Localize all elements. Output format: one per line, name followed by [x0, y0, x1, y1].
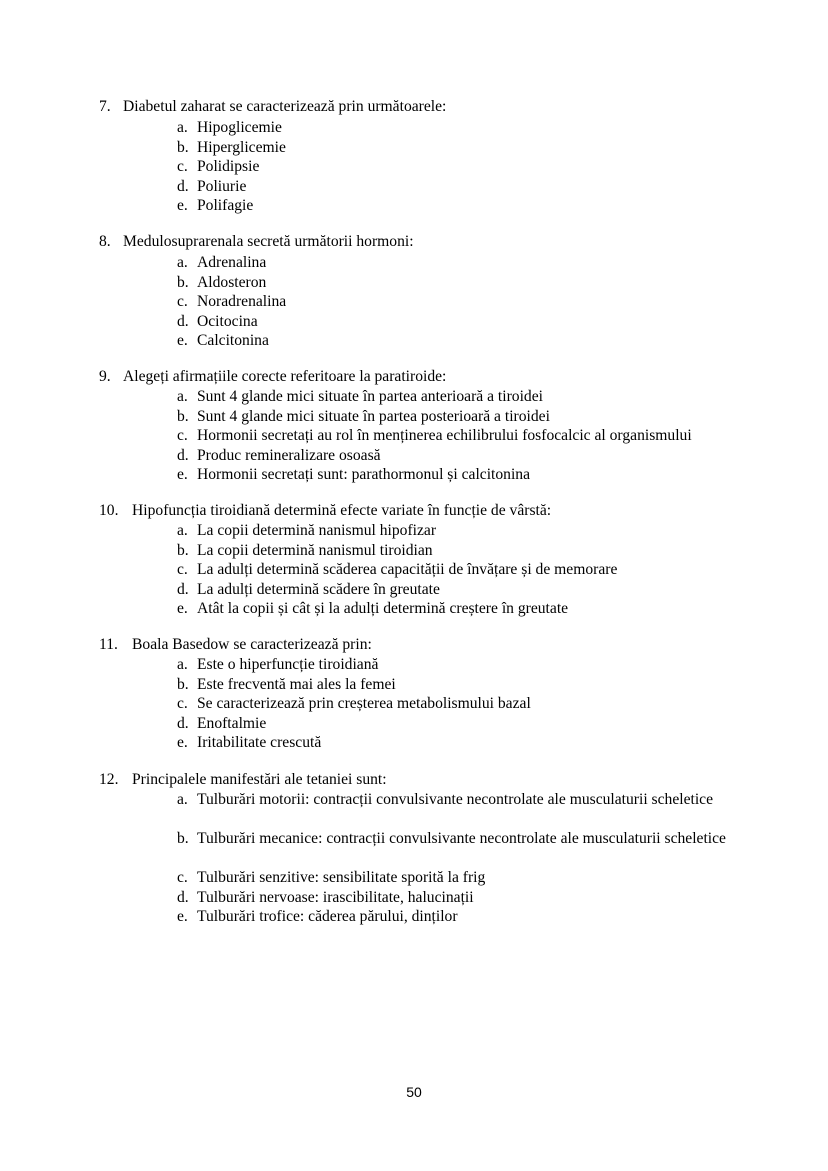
option-item — [177, 790, 729, 810]
option-item — [177, 446, 729, 466]
option-item — [177, 868, 729, 888]
option-item — [177, 253, 729, 273]
option-letter: d. — [177, 177, 189, 195]
option-item — [177, 829, 729, 849]
option-item — [177, 599, 729, 619]
option-letter: e. — [177, 908, 188, 925]
option-text: Adrenalina — [197, 254, 267, 271]
option-letter: d. — [177, 888, 189, 906]
option-letter: d. — [177, 446, 189, 464]
question-text: Boala Basedow se caracterizează prin: — [132, 636, 372, 653]
option-text: Aldosteron — [197, 273, 267, 291]
page-number: 50 — [406, 1084, 422, 1100]
option-item — [177, 426, 729, 446]
question-number: 8. — [99, 233, 111, 250]
option-letter: e. — [177, 600, 188, 617]
option-letter: e. — [177, 197, 188, 214]
option-text: Tulburări senzitive: sensibilitate sporită la frig — [197, 869, 486, 886]
option-text: Atât la copii și cât și la adulți determină creștere în greutate — [197, 600, 569, 617]
option-text: Iritabilitate crescută — [197, 734, 322, 751]
option-text: Produc remineralizare osoasă — [197, 446, 381, 464]
option-item — [177, 714, 729, 734]
option-letter: b. — [177, 541, 189, 559]
option-letter: c. — [177, 427, 188, 444]
option-text: Calcitonina — [197, 332, 269, 349]
option-text: La copii determină nanismul hipofizar — [197, 522, 437, 539]
option-letter: a. — [177, 522, 188, 539]
option-item — [177, 521, 729, 541]
option-item — [177, 331, 729, 351]
option-letter: b. — [177, 138, 189, 156]
option-text: Hiperglicemie — [197, 138, 286, 156]
option-item — [177, 407, 729, 427]
option-text: Tulburări mecanice: contracții convulsivante necontrolate ale musculaturii scheletice — [197, 830, 726, 847]
option-item — [177, 655, 729, 675]
option-text: Sunt 4 glande mici situate în partea anterioară a tiroidei — [197, 388, 543, 405]
option-item — [177, 888, 729, 908]
option-letter: a. — [177, 388, 188, 405]
option-text: La adulți determină scădere în greutate — [197, 580, 440, 598]
option-letter: c. — [177, 293, 188, 310]
question-text: Principalele manifestări ale tetaniei sunt: — [132, 771, 387, 788]
option-text: Enoftalmie — [197, 714, 267, 732]
option-text: Hipoglicemie — [197, 119, 282, 136]
option-letter: c. — [177, 158, 188, 175]
option-item — [177, 580, 729, 600]
option-text: Polidipsie — [197, 158, 260, 175]
option-letter: d. — [177, 312, 189, 330]
option-letter: e. — [177, 466, 188, 483]
option-item — [177, 733, 729, 753]
option-text: Se caracterizează prin creșterea metabolismului bazal — [197, 695, 531, 712]
question-number: 11. — [99, 636, 118, 653]
option-text: Sunt 4 glande mici situate în partea posterioară a tiroidei — [197, 407, 550, 425]
option-letter: c. — [177, 695, 188, 712]
option-item — [177, 387, 729, 407]
question-text: Medulosuprarenala secretă următorii hormoni: — [123, 233, 414, 250]
option-item — [177, 465, 729, 485]
option-item — [177, 292, 729, 312]
option-text: Tulburări nervoase: irascibilitate, halucinații — [197, 888, 474, 906]
option-item — [177, 273, 729, 293]
option-letter: d. — [177, 714, 189, 732]
option-item — [177, 196, 729, 216]
option-letter: a. — [177, 119, 188, 136]
option-item — [177, 907, 729, 927]
option-item — [177, 118, 729, 138]
option-text: La copii determină nanismul tiroidian — [197, 541, 433, 559]
option-text: Poliurie — [197, 177, 247, 195]
option-letter: b. — [177, 675, 189, 693]
question-number: 9. — [99, 368, 111, 385]
option-item — [177, 694, 729, 714]
option-letter: c. — [177, 561, 188, 578]
option-text: Noradrenalina — [197, 293, 287, 310]
option-item — [177, 157, 729, 177]
option-text: Este o hiperfuncție tiroidiană — [197, 656, 379, 673]
option-text: La adulți determină scăderea capacității de învățare și de memorare — [197, 561, 618, 578]
question-number: 7. — [99, 98, 111, 115]
option-text: Hormonii secretați au rol în menținerea echilibrului fosfocalcic al organismului — [197, 427, 692, 444]
option-text: Tulburări trofice: căderea părului, dinților — [197, 908, 458, 925]
option-item — [177, 138, 729, 158]
option-item — [177, 177, 729, 197]
option-letter: b. — [177, 407, 189, 425]
option-letter: c. — [177, 869, 188, 886]
option-letter: b. — [177, 830, 189, 847]
option-letter: b. — [177, 273, 189, 291]
option-letter: a. — [177, 254, 188, 271]
option-item — [177, 312, 729, 332]
option-letter: a. — [177, 791, 188, 808]
option-text: Este frecventă mai ales la femei — [197, 675, 396, 693]
question-text: Diabetul zaharat se caracterizează prin următoarele: — [123, 98, 447, 115]
option-letter: e. — [177, 332, 188, 349]
question-text: Alegeți afirmațiile corecte referitoare la paratiroide: — [123, 368, 447, 385]
option-text: Tulburări motorii: contracții convulsivante necontrolate ale musculaturii scheletice — [197, 791, 714, 808]
option-text: Polifagie — [197, 197, 254, 214]
option-item — [177, 541, 729, 561]
question-number: 10. — [99, 502, 119, 519]
option-letter: a. — [177, 656, 188, 673]
option-text: Hormonii secretați sunt: parathormonul și calcitonina — [197, 466, 531, 483]
option-text: Ocitocina — [197, 312, 258, 330]
option-letter: d. — [177, 580, 189, 598]
question-text: Hipofuncția tiroidiană determină efecte variate în funcție de vârstă: — [132, 502, 552, 519]
option-item — [177, 560, 729, 580]
option-item — [177, 675, 729, 695]
question-number: 12. — [99, 771, 119, 788]
option-letter: e. — [177, 734, 188, 751]
